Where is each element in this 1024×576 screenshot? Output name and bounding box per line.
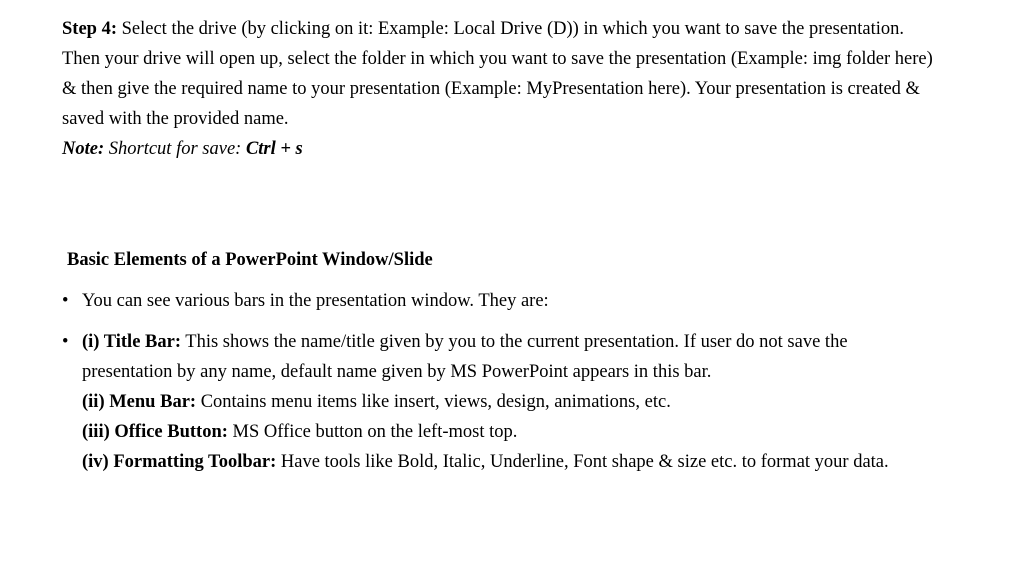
note-line [62, 134, 942, 164]
step-label: Step 4: [62, 19, 117, 39]
note-shortcut: Ctrl + s [245, 139, 303, 159]
bullet-symbol: • [62, 332, 69, 352]
office-button-text: MS Office button on the left-most top. [227, 422, 518, 442]
formatting-toolbar-label: (iv) Formatting Toolbar: [82, 452, 277, 472]
office-button-label: (iii) Office Button: [82, 422, 228, 442]
section-heading: Basic Elements of a PowerPoint Window/Slide [67, 250, 433, 270]
formatting-toolbar-entry [82, 447, 942, 477]
bullet-item-bars [62, 327, 942, 477]
menu-bar-label: (ii) Menu Bar: [82, 392, 197, 412]
step-4-paragraph [62, 14, 942, 44]
step-4-block [62, 14, 942, 164]
title-bar-entry [82, 327, 942, 387]
bullet-intro-text: You can see various bars in the presentation window. They are: [82, 291, 549, 311]
menu-bar-entry [82, 387, 942, 417]
bars-bullet-list [62, 286, 942, 477]
bullet-symbol: • [62, 291, 69, 311]
office-button-entry [82, 417, 942, 447]
step-followup-paragraph: Then your drive will open up, select the folder in which you want to save the presentation (Example: img folder here) & then give the required name to your presentation (Example: MyPresentation here). Your presentation is created & saved with the provided name. [62, 49, 933, 129]
formatting-toolbar-text: Have tools like Bold, Italic, Underline, Font shape & size etc. to format your data. [276, 452, 889, 472]
note-label: Note: [62, 139, 105, 159]
menu-bar-text: Contains menu items like insert, views, design, animations, etc. [196, 392, 671, 412]
step-text: Select the drive (by clicking on it: Example: Local Drive (D)) in which you want to save the presentation. [117, 19, 905, 39]
title-bar-label: (i) Title Bar: [82, 332, 181, 352]
note-text: Shortcut for save: [104, 139, 246, 159]
title-bar-text: This shows the name/title given by you to the current presentation. If user do not save the presentation by any name, default name given by MS PowerPoint appears in this bar. [82, 332, 848, 382]
bullet-item-intro [62, 286, 942, 316]
